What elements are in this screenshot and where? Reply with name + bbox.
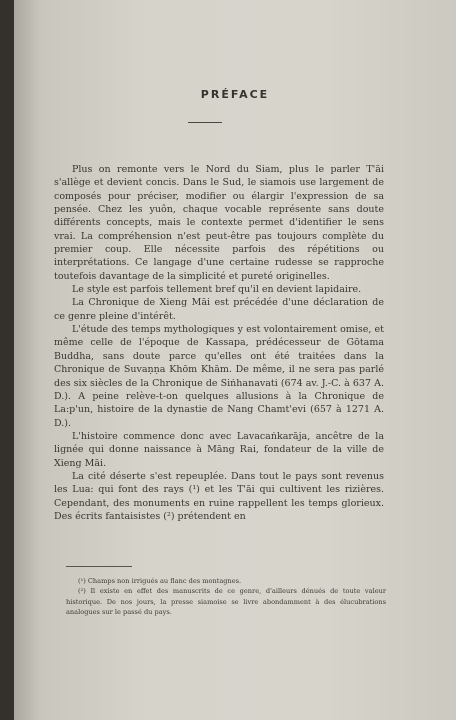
- footnote-separator: [66, 566, 132, 567]
- page-title: PRÉFACE: [200, 88, 270, 101]
- paragraph: Plus on remonte vers le Nord du Siam, plus le parler T'āi s'allège et devient concis. Dans le Sud, le siamois use largement de composés pour préciser, modifier ou élargir l'expression de sa pensée. Chez les yuôn, chaque vocable représente sans doute différents concepts, mais le contexte permet d'identifier le sens vrai. La compréhension n'est peut-être pas toujours complète du premier coup. Elle nécessite parfois des répétitions ou interprétations. Ce langage d'une certaine rudesse se rapproche toutefois davantage de la simplicité et pureté originelles.: [54, 164, 384, 282]
- paragraph: L'histoire commence donc avec Lavacaṅkarāja, ancêtre de la lignée qui donne naissance à Māng Rai, fondateur de la ville de Xieng Māi.: [54, 430, 384, 469]
- paragraph: L'étude des temps mythologiques y est volontairement omise, et même celle de l'époque de Kassapa, prédécesseur de Gōtama Buddha, sans doute parce qu'elles ont été traitées dans la Chronique de Suvaṇṇa Khōm Khām. De même, il ne sera pas parlé des six siècles de la Chronique de Siṅhanavati (674 av. J.-C. à 637 A. D.). A peine relève-t-on quelques allusions à la Chronique de La:p'un, histoire de la dynastie de Nang Chamt'evi (657 à 1271 A. D.).: [54, 324, 384, 429]
- book-page: [14, 0, 456, 720]
- title-underline: [188, 122, 222, 123]
- footnote: (¹) Champs non irrigués au flanc des montagnes.: [78, 577, 242, 585]
- paragraph: Le style est parfois tellement bref qu'il en devient lapidaire.: [72, 284, 362, 296]
- footnote: (²) Il existe en effet des manuscrits de ce genre, d'ailleurs dénués de toute valeur historique. De nos jours, la presse siamoise se livre abondamment à des élucubrations analogues sur le passé du pays.: [66, 587, 386, 616]
- footnotes: [66, 576, 386, 617]
- body-text: [54, 163, 384, 523]
- paragraph: La cité déserte s'est repeuplée. Dans tout le pays sont revenus les Lua: qui font des rays (¹) et les T'āi qui cultivent les rizières. Cependant, des monuments en ruine rappellent les temps glorieux. Des écrits fantaisistes (²) prétendent en: [54, 470, 384, 522]
- paragraph: La Chronique de Xieng Māi est précédée d'une déclaration de ce genre pleine d'intérêt.: [54, 297, 384, 322]
